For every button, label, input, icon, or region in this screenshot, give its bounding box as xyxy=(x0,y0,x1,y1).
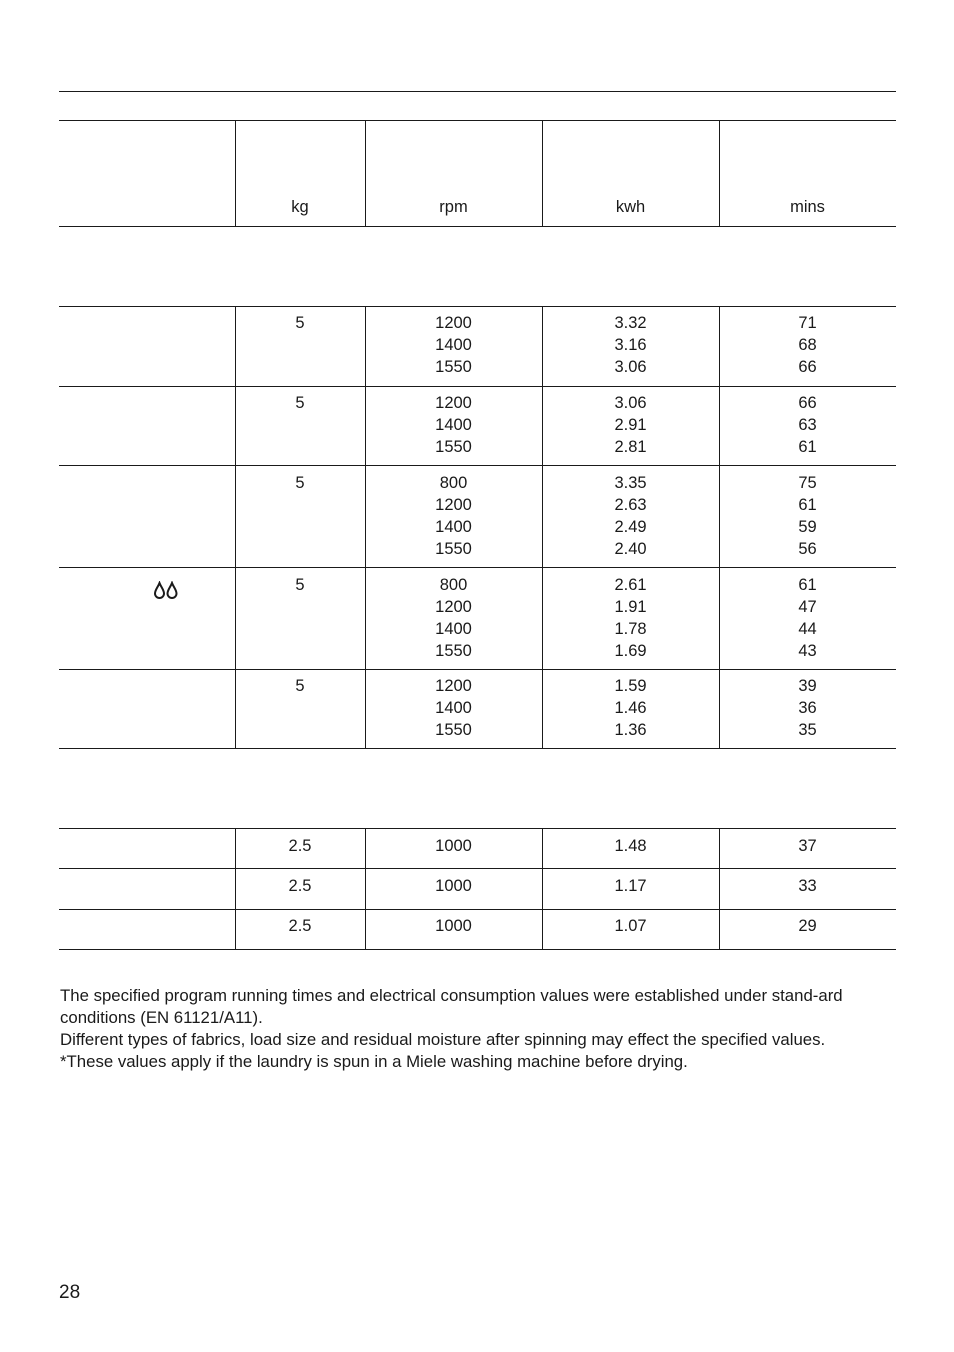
table-cell-mins: 68 xyxy=(798,336,817,354)
note-fabric-variation: Different types of fabrics, load size and residual moisture after spinning may effect the specified values. xyxy=(60,1030,826,1049)
table-cell-load: 5 xyxy=(295,394,305,412)
table-cell-rpm: 1550 xyxy=(435,642,472,660)
row-rule xyxy=(59,669,896,670)
table-cell-load: 2.5 xyxy=(288,877,312,895)
table-cell-kwh: 3.16 xyxy=(614,336,647,354)
table-cell-kwh: 2.81 xyxy=(614,438,647,456)
table-cell-kwh: 1.91 xyxy=(614,598,647,616)
table-cell-mins: 29 xyxy=(798,917,817,935)
table-cell-mins: 47 xyxy=(798,598,817,616)
table-cell-kwh: 2.63 xyxy=(614,496,647,514)
header-unit-mins: mins xyxy=(790,198,825,216)
table-cell-mins: 35 xyxy=(798,721,817,739)
table-cell-kwh: 3.32 xyxy=(614,314,647,332)
table-cell-load: 5 xyxy=(295,677,305,695)
row-rule xyxy=(59,386,896,387)
table-cell-kwh: 1.69 xyxy=(614,642,647,660)
table-cell-kwh: 3.06 xyxy=(614,394,647,412)
note-standard-conditions: The specified program running times and electrical consumption values were established under stand-ard conditions (EN 61121/A11). xyxy=(60,986,843,1027)
table-cell-load: 5 xyxy=(295,474,305,492)
top-rule xyxy=(59,91,896,92)
table-cell-rpm: 800 xyxy=(439,474,468,492)
table-cell-rpm: 1550 xyxy=(435,721,472,739)
header-unit-rpm: rpm xyxy=(439,198,468,216)
table-cell-kwh: 3.06 xyxy=(614,358,647,376)
table-cell-mins: 61 xyxy=(798,496,817,514)
table-cell-mins: 44 xyxy=(798,620,817,638)
table-cell-load: 5 xyxy=(295,314,305,332)
table-cell-kwh: 1.48 xyxy=(614,837,647,855)
table-cell-mins: 39 xyxy=(798,677,817,695)
header-unit-kwh: kwh xyxy=(615,198,646,216)
table-cell-kwh: 1.17 xyxy=(614,877,647,895)
table-cell-kwh: 2.61 xyxy=(614,576,647,594)
table-cell-mins: 71 xyxy=(798,314,817,332)
table-cell-kwh: 2.49 xyxy=(614,518,647,536)
group2-bottom-rule xyxy=(59,949,896,950)
table-cell-mins: 36 xyxy=(798,699,817,717)
table-cell-rpm: 1400 xyxy=(435,699,472,717)
table-cell-rpm: 1400 xyxy=(435,518,472,536)
table-cell-rpm: 1200 xyxy=(435,314,472,332)
row-rule xyxy=(59,465,896,466)
table-cell-rpm: 1000 xyxy=(435,837,472,855)
table-cell-kwh: 1.07 xyxy=(614,917,647,935)
table-cell-rpm: 1200 xyxy=(435,496,472,514)
table-cell-load: 5 xyxy=(295,576,305,594)
group1-bottom-rule xyxy=(59,748,896,749)
table-cell-load: 2.5 xyxy=(288,917,312,935)
row-rule xyxy=(59,868,896,869)
table-cell-mins: 75 xyxy=(798,474,817,492)
table-cell-rpm: 1550 xyxy=(435,540,472,558)
table-cell-kwh: 1.78 xyxy=(614,620,647,638)
table-cell-mins: 59 xyxy=(798,518,817,536)
table-cell-kwh: 2.40 xyxy=(614,540,647,558)
table-cell-mins: 66 xyxy=(798,358,817,376)
table-cell-rpm: 1400 xyxy=(435,416,472,434)
table-cell-mins: 37 xyxy=(798,837,817,855)
table-cell-kwh: 1.36 xyxy=(614,721,647,739)
table-cell-kwh: 2.91 xyxy=(614,416,647,434)
table-cell-rpm: 1550 xyxy=(435,438,472,456)
page-number: 28 xyxy=(59,1282,81,1303)
table-cell-rpm: 1200 xyxy=(435,394,472,412)
row-rule xyxy=(59,909,896,910)
table-cell-rpm: 1200 xyxy=(435,598,472,616)
table-cell-mins: 66 xyxy=(798,394,817,412)
row-rule xyxy=(59,567,896,568)
table-cell-kwh: 1.59 xyxy=(614,677,647,695)
table-cell-load: 2.5 xyxy=(288,837,312,855)
double-drop-icon xyxy=(153,581,179,601)
table-cell-mins: 61 xyxy=(798,438,817,456)
table-cell-kwh: 1.46 xyxy=(614,699,647,717)
table-cell-mins: 56 xyxy=(798,540,817,558)
table-cell-rpm: 1200 xyxy=(435,677,472,695)
table-cell-mins: 43 xyxy=(798,642,817,660)
table-cell-rpm: 1000 xyxy=(435,877,472,895)
footnotes xyxy=(60,985,896,1073)
table-cell-rpm: 1000 xyxy=(435,917,472,935)
header-unit-kg: kg xyxy=(291,198,309,216)
table-cell-mins: 33 xyxy=(798,877,817,895)
table-cell-kwh: 3.35 xyxy=(614,474,647,492)
group1-top-rule xyxy=(59,306,896,307)
header-top-rule xyxy=(59,120,896,121)
group2-top-rule xyxy=(59,828,896,829)
table-cell-mins: 61 xyxy=(798,576,817,594)
table-cell-rpm: 1550 xyxy=(435,358,472,376)
table-cell-rpm: 1400 xyxy=(435,620,472,638)
table-cell-mins: 63 xyxy=(798,416,817,434)
header-bottom-rule xyxy=(59,226,896,227)
table-cell-rpm: 1400 xyxy=(435,336,472,354)
table-cell-rpm: 800 xyxy=(439,576,468,594)
note-miele-spin: *These values apply if the laundry is spun in a Miele washing machine before drying. xyxy=(60,1052,688,1071)
